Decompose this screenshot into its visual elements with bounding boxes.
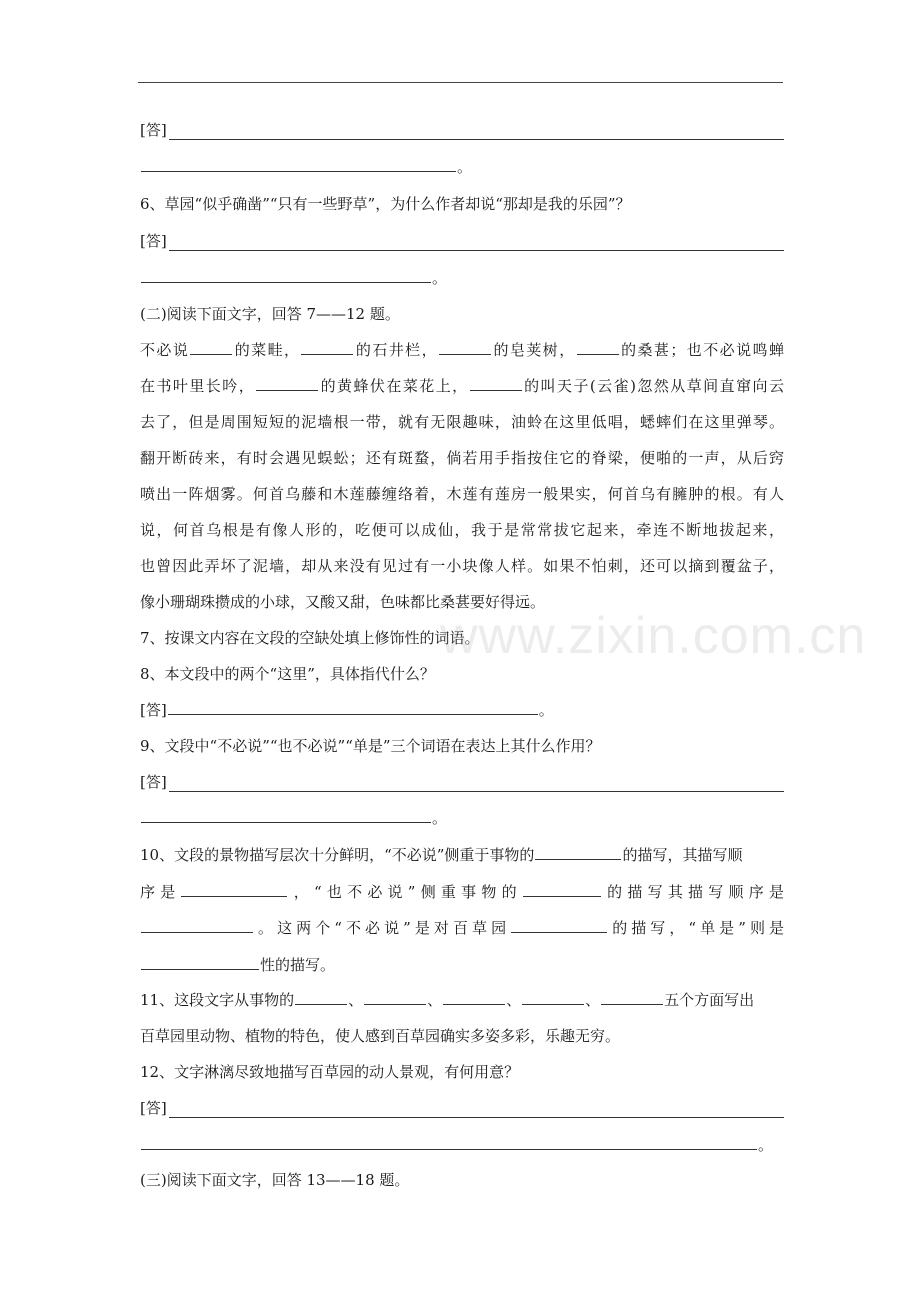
passage-line-1: 不必说 的菜畦， 的石井栏， 的皂荚树， 的桑葚；也不必说鸣蝉 bbox=[140, 341, 784, 359]
section-2-heading: (二)阅读下面文字，回答 7——12 题。 bbox=[140, 305, 400, 323]
answer-blank[interactable] bbox=[141, 808, 431, 823]
fill-blank[interactable] bbox=[535, 845, 621, 860]
passage-line-2: 在书叶里长吟， 的黄蜂伏在菜花上， 的叫天子(云雀)忽然从草间直窜向云 bbox=[140, 377, 784, 395]
answer-label: [答] bbox=[140, 701, 167, 719]
question-6: 6、草园“似乎确凿”“只有一些野草”，为什么作者却说“那却是我的乐园”？ bbox=[140, 195, 631, 213]
question-10-line-2: 序是 ，“也不必说”侧重事物的 的描写其描写顺序是 bbox=[140, 883, 784, 901]
answer-blank[interactable] bbox=[169, 236, 784, 251]
question-11-line-2: 百草园里动物、植物的特色，使人感到百草园确实多姿多彩，乐趣无穷。 bbox=[140, 1027, 621, 1045]
fill-blank[interactable] bbox=[256, 376, 318, 391]
answer-label: [答] bbox=[140, 773, 167, 791]
answer-blank[interactable] bbox=[141, 268, 431, 283]
question-9: 9、文段中“不必说”“也不必说”“单是”三个词语在表达上其什么作用？ bbox=[140, 737, 601, 755]
answer-blank[interactable] bbox=[169, 1103, 784, 1118]
fill-blank[interactable] bbox=[470, 376, 522, 391]
header-rule bbox=[138, 82, 783, 83]
answer-label: [答] bbox=[140, 121, 167, 139]
fill-blank[interactable] bbox=[141, 955, 259, 970]
fill-blank[interactable] bbox=[522, 990, 584, 1005]
answer-line-q6-end: 。 bbox=[140, 268, 784, 288]
answer-blank[interactable] bbox=[169, 777, 784, 792]
answer-line-q8: [答] 。 bbox=[140, 701, 554, 719]
watermark: www.zixin.com.cn bbox=[440, 607, 867, 665]
passage-line-7: 也曾因此弄坏了泥墙，却从来没有见过有一小块像人样。如果不怕刺，还可以摘到覆盆子， bbox=[140, 557, 784, 575]
fill-blank[interactable] bbox=[511, 918, 607, 933]
answer-blank[interactable] bbox=[141, 1135, 757, 1150]
question-8: 8、本文段中的两个“这里”，具体指代什么？ bbox=[140, 665, 435, 683]
passage-line-3: 去了，但是周围短短的泥墙根一带，就有无限趣味，油蛉在这里低唱，蟋蟀们在这里弹琴。 bbox=[140, 413, 784, 431]
passage-line-5: 喷出一阵烟雾。何首乌藤和木莲藤缠络着，木莲有莲房一般果实，何首乌有臃肿的根。有人 bbox=[140, 485, 784, 503]
answer-line-q9 bbox=[140, 772, 784, 792]
fill-blank[interactable] bbox=[364, 990, 426, 1005]
answer-blank[interactable] bbox=[169, 125, 784, 140]
fill-blank[interactable] bbox=[295, 990, 347, 1005]
answer-line-q5-end: 。 bbox=[140, 157, 784, 177]
passage-line-6: 说，何首乌根是有像人形的，吃便可以成仙，我于是常常拔它起来，牵连不断地拔起来， bbox=[140, 521, 784, 539]
fill-blank[interactable] bbox=[190, 340, 232, 355]
passage-line-4: 翻开断砖来，有时会遇见蜈蚣；还有斑蝥，倘若用手指按住它的脊梁，便啪的一声，从后窍 bbox=[140, 449, 784, 467]
answer-blank[interactable] bbox=[141, 157, 456, 172]
answer-line-q6 bbox=[140, 231, 784, 251]
fill-blank[interactable] bbox=[601, 990, 663, 1005]
section-3-heading: (三)阅读下面文字，回答 13——18 题。 bbox=[140, 1171, 410, 1189]
answer-line-q5 bbox=[140, 120, 784, 140]
passage-line-8: 像小珊瑚珠攒成的小球，又酸又甜，色味都比桑葚要好得远。 bbox=[140, 593, 546, 611]
answer-label: [答] bbox=[140, 232, 167, 250]
question-10-line-1: 10、文段的景物描写层次十分鲜明，“不必说”侧重于事物的 的描写，其描写顺 bbox=[140, 846, 743, 864]
answer-line-q12 bbox=[140, 1098, 784, 1118]
answer-blank[interactable] bbox=[168, 700, 538, 715]
fill-blank[interactable] bbox=[141, 918, 253, 933]
answer-line-q12-end: 。 bbox=[140, 1135, 784, 1155]
fill-blank[interactable] bbox=[439, 340, 491, 355]
answer-label: [答] bbox=[140, 1099, 167, 1117]
fill-blank[interactable] bbox=[443, 990, 505, 1005]
question-10-line-3: 。这两个“不必说”是对百草园 的描写，“单是”则是 bbox=[140, 918, 784, 938]
fill-blank[interactable] bbox=[577, 340, 619, 355]
question-10-line-4: 性的描写。 bbox=[140, 955, 784, 975]
fill-blank[interactable] bbox=[523, 882, 601, 897]
fill-blank[interactable] bbox=[181, 882, 287, 897]
question-12: 12、文字淋漓尽致地描写百草园的动人景观，有何用意？ bbox=[140, 1063, 520, 1081]
question-11-line-1: 11、这段文字从事物的 、 、 、 、 五个方面写出 bbox=[140, 991, 755, 1009]
fill-blank[interactable] bbox=[301, 340, 353, 355]
answer-line-q9-end: 。 bbox=[140, 808, 784, 828]
question-7: 7、按课文内容在文段的空缺处填上修饰性的词语。 bbox=[140, 629, 480, 647]
